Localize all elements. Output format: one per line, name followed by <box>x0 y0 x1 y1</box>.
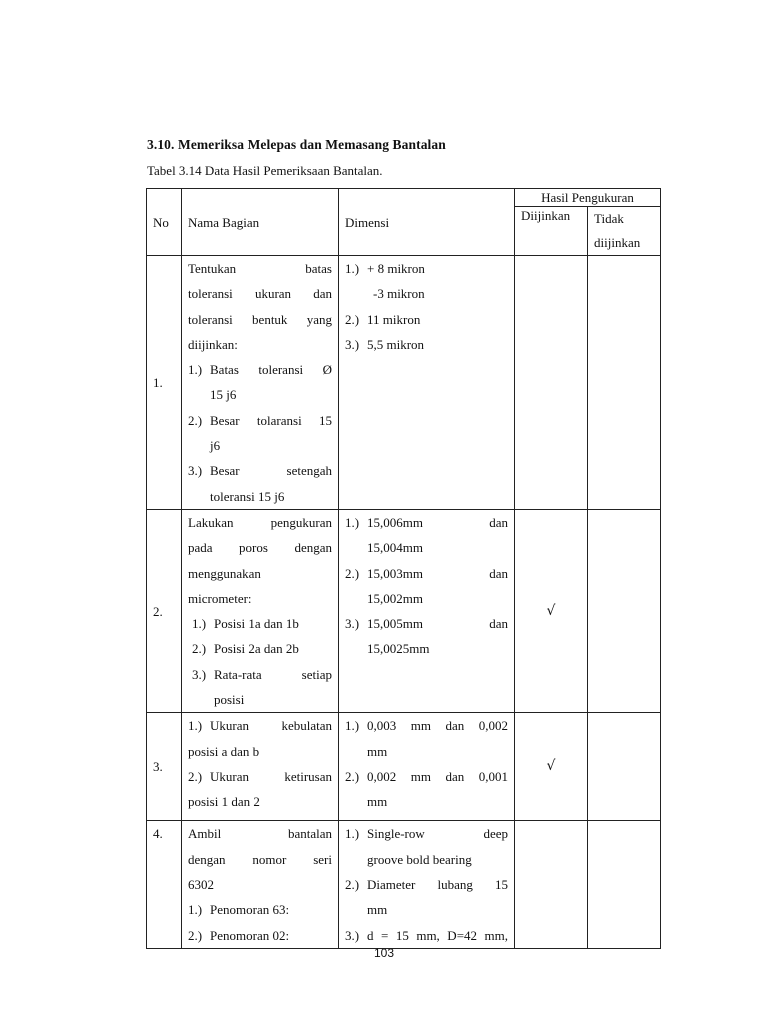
list-text: Batas toleransi Ø <box>210 362 332 378</box>
list-item <box>345 611 508 636</box>
list-item <box>345 764 508 789</box>
list-number: 1.) <box>188 902 203 918</box>
list-continuation: mm <box>367 743 388 759</box>
list-number: 2.) <box>345 876 360 892</box>
row-number: 4. <box>147 821 182 948</box>
table-row <box>147 509 661 712</box>
list-text: Posisi 1a dan 1b <box>214 616 299 632</box>
row-dimensi <box>339 509 515 712</box>
section-heading: 3.10. Memeriksa Melepas dan Memasang Bantalan <box>147 137 446 152</box>
row-diijinkan: √ <box>515 713 588 821</box>
row-diijinkan <box>515 256 588 510</box>
list-text: Besar tolaransi 15 <box>210 412 332 428</box>
list-text: Rata-rata setiap <box>214 666 332 682</box>
list-number: 1.) <box>192 616 207 632</box>
list-text: Penomoran 63: <box>210 902 290 918</box>
list-text: 5,5 mikron <box>367 336 425 352</box>
nama-list <box>188 897 332 948</box>
header-tidak-line1: Tidak <box>594 211 624 226</box>
list-text: d = 15 mm, D=42 mm, <box>367 927 508 943</box>
row-nama-bagian <box>182 509 339 712</box>
list-item <box>188 408 332 433</box>
list-number: 1.) <box>188 362 203 378</box>
list-text: Posisi 2a dan 2b <box>214 641 299 657</box>
page-number: 103 <box>373 946 395 960</box>
list-item <box>188 764 332 789</box>
nama-list <box>188 357 332 509</box>
row-number: 1. <box>147 256 182 510</box>
list-continuation: mm <box>367 794 388 810</box>
row-dimensi <box>339 713 515 821</box>
nama-line: Lakukan pengukuran <box>188 514 332 530</box>
list-item <box>192 636 332 661</box>
list-item <box>188 923 332 948</box>
list-continuation: posisi a dan b <box>188 743 260 759</box>
list-text: 15,003mm dan <box>367 565 508 581</box>
row-tidak-diijinkan <box>588 509 661 712</box>
list-text: Diameter lubang 15 <box>367 876 508 892</box>
list-number: 3.) <box>192 666 207 682</box>
list-text: 0,002 mm dan 0,001 <box>367 768 508 784</box>
list-continuation: 15 j6 <box>210 387 237 403</box>
list-item <box>192 662 332 687</box>
list-item <box>188 458 332 483</box>
list-number: 2.) <box>345 565 360 581</box>
list-number: 1.) <box>345 826 360 842</box>
list-number: 1.) <box>345 514 360 530</box>
list-text: Penomoran 02: <box>210 927 290 943</box>
list-number: 2.) <box>188 927 203 943</box>
list-continuation: groove bold bearing <box>367 851 472 867</box>
nama-line: toleransi ukuran dan <box>188 286 332 302</box>
list-item <box>188 897 332 922</box>
row-tidak-diijinkan <box>588 256 661 510</box>
nama-list <box>188 611 332 712</box>
list-text: Besar setengah <box>210 463 332 479</box>
list-continuation: -3 mikron <box>373 286 425 302</box>
row-dimensi <box>339 821 515 948</box>
header-dimensi: Dimensi <box>339 189 515 256</box>
row-diijinkan: √ <box>515 509 588 712</box>
list-continuation: 15,0025mm <box>367 641 430 657</box>
row-tidak-diijinkan <box>588 821 661 948</box>
row-tidak-diijinkan <box>588 713 661 821</box>
dimensi-list <box>345 256 508 357</box>
list-continuation: j6 <box>210 438 221 454</box>
list-item <box>345 713 508 738</box>
nama-line: dengan nomor seri <box>188 851 332 867</box>
list-item <box>345 510 508 535</box>
list-number: 2.) <box>345 768 360 784</box>
row-dimensi <box>339 256 515 510</box>
list-item <box>345 332 508 357</box>
list-item <box>192 611 332 636</box>
list-item <box>345 307 508 332</box>
header-diijinkan: Diijinkan <box>515 207 588 256</box>
list-continuation: posisi <box>214 692 245 708</box>
list-item <box>345 561 508 586</box>
table-row <box>147 821 661 948</box>
table-row <box>147 256 661 510</box>
list-text: Ukuran ketirusan <box>210 768 332 784</box>
list-text: 11 mikron <box>367 311 421 327</box>
list-number: 3.) <box>188 463 203 479</box>
list-item <box>345 923 508 948</box>
table-row <box>147 713 661 821</box>
list-text: 15,006mm dan <box>367 514 508 530</box>
dimensi-list <box>345 821 508 947</box>
header-tidak-line2: diijinkan <box>594 235 641 250</box>
list-item <box>188 357 332 382</box>
list-number: 3.) <box>345 927 360 943</box>
nama-line: 6302 <box>188 876 214 892</box>
list-continuation: posisi 1 dan 2 <box>188 794 260 810</box>
list-number: 2.) <box>192 641 207 657</box>
list-item <box>345 872 508 897</box>
row-diijinkan <box>515 821 588 948</box>
nama-line: menggunakan <box>188 565 261 581</box>
dimensi-list <box>345 510 508 662</box>
list-text: 15,005mm dan <box>367 616 508 632</box>
list-text: 0,003 mm dan 0,002 <box>367 718 508 734</box>
header-no: No <box>147 189 182 256</box>
inspection-table <box>146 188 661 949</box>
row-nama-bagian <box>182 713 339 821</box>
list-continuation: 15,004mm <box>367 540 423 556</box>
list-continuation: 15,002mm <box>367 590 423 606</box>
nama-line: micrometer: <box>188 590 252 606</box>
list-number: 1.) <box>188 718 203 734</box>
list-text: + 8 mikron <box>367 261 425 276</box>
row-number: 3. <box>147 713 182 821</box>
nama-line: toleransi bentuk yang <box>188 311 332 327</box>
table-header-row <box>147 189 661 207</box>
row-nama-bagian <box>182 256 339 510</box>
nama-line: Tentukan batas <box>188 261 332 276</box>
list-number: 1.) <box>345 261 360 276</box>
header-hasil-pengukuran: Hasil Pengukuran <box>515 189 661 207</box>
list-item <box>345 821 508 846</box>
dimensi-list <box>345 713 508 814</box>
list-number: 3.) <box>345 336 360 352</box>
list-number: 2.) <box>188 768 203 784</box>
row-number: 2. <box>147 509 182 712</box>
table-caption: Tabel 3.14 Data Hasil Pemeriksaan Bantalan. <box>147 163 383 178</box>
list-item <box>345 256 508 281</box>
header-nama-bagian: Nama Bagian <box>182 189 339 256</box>
nama-list <box>188 713 332 814</box>
list-item <box>188 713 332 738</box>
list-text: Ukuran kebulatan <box>210 718 332 734</box>
list-number: 2.) <box>345 311 360 327</box>
list-continuation: mm <box>367 902 388 918</box>
list-number: 1.) <box>345 718 360 734</box>
row-nama-bagian <box>182 821 339 948</box>
list-number: 2.) <box>188 412 203 428</box>
list-number: 3.) <box>345 616 360 632</box>
header-tidak-diijinkan <box>588 207 661 256</box>
nama-line: pada poros dengan <box>188 540 332 556</box>
nama-line: diijinkan: <box>188 336 238 352</box>
list-text: Single-row deep <box>367 826 508 842</box>
nama-line: Ambil bantalan <box>188 826 332 842</box>
list-continuation: toleransi 15 j6 <box>210 488 285 504</box>
